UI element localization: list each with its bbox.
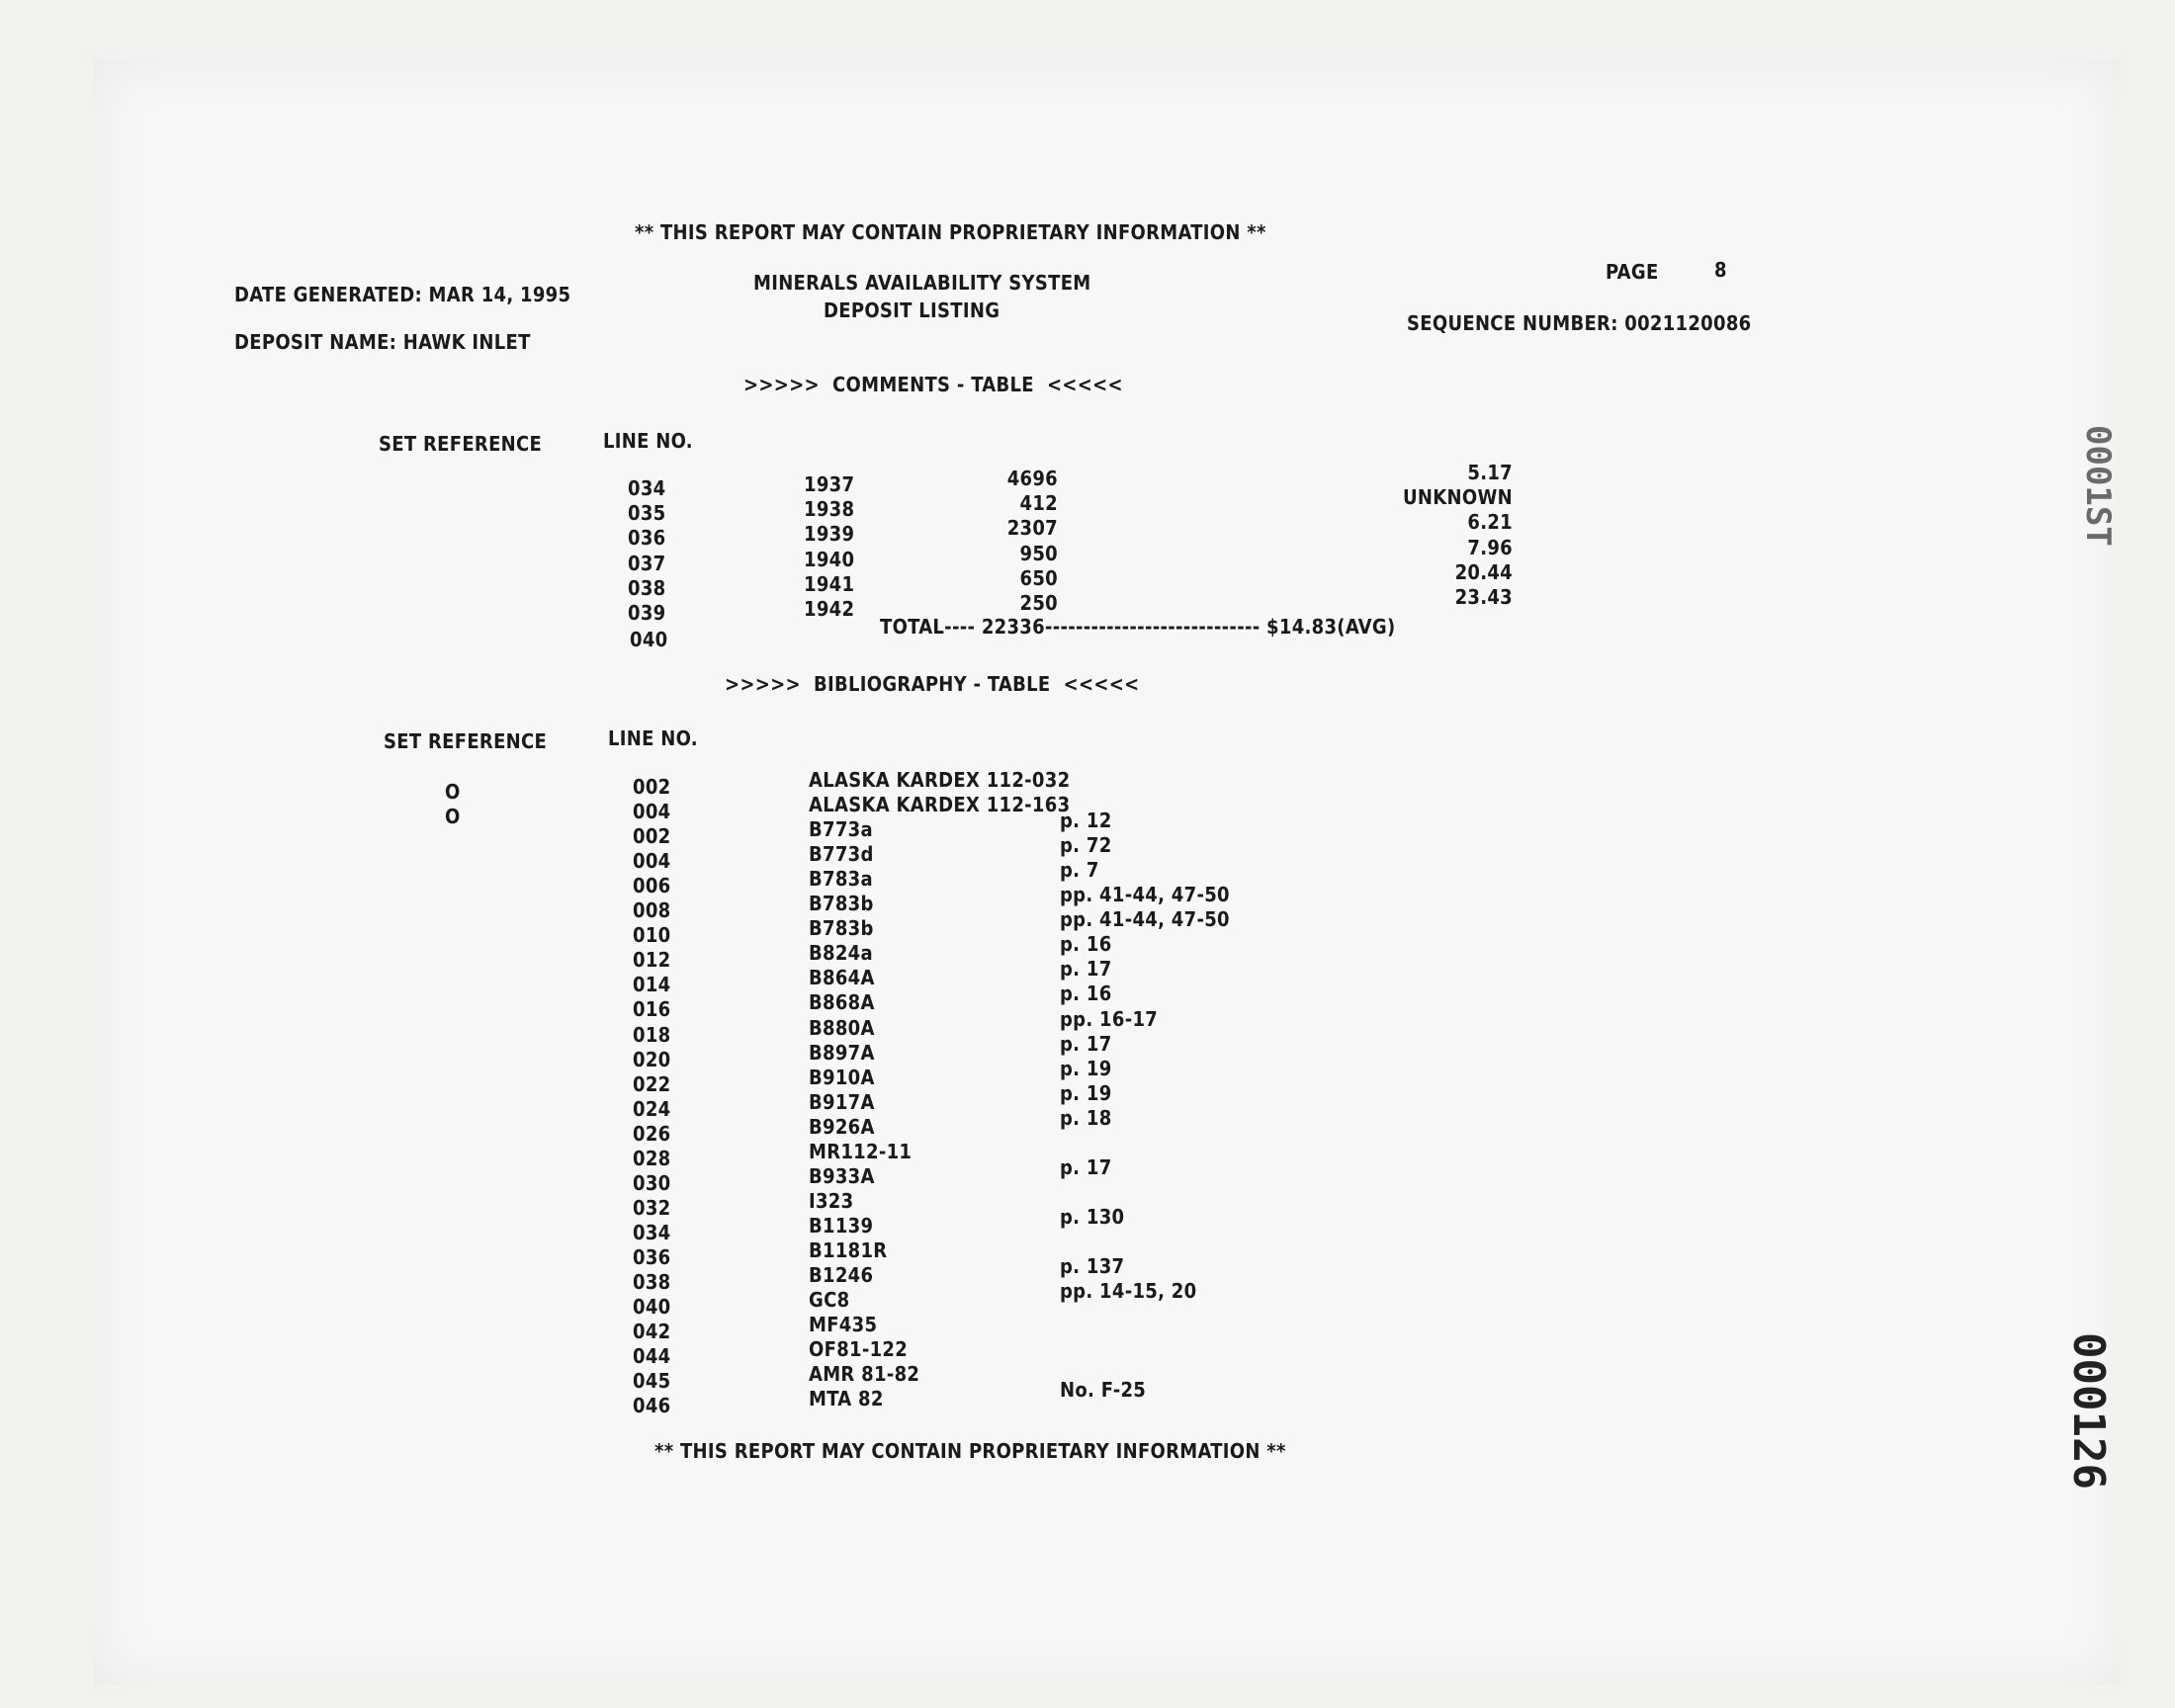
bibliography-reference: B864A [809,966,875,990]
bibliography-reference: ALASKA KARDEX 112-032 [809,768,1071,792]
bibliography-line-no: 032 [633,1195,671,1220]
comments-line-no: 038 [628,575,666,600]
proprietary-notice-top: ** THIS REPORT MAY CONTAIN PROPRIETARY INFORMATION ** [635,220,1266,244]
comments-year: 1942 [804,597,855,621]
bibliography-set-reference: O [445,780,461,804]
comments-price: 20.44 [1454,559,1513,584]
comments-quantity: 650 [1019,565,1058,590]
margin-stamp-lower: 000126 [2063,1332,2114,1490]
bibliography-reference: MR112-11 [809,1139,913,1163]
comments-line-no: 035 [628,501,666,526]
comments-line-no: 036 [628,526,666,551]
bibliography-reference: MTA 82 [809,1387,884,1411]
bibliography-reference: B868A [809,990,875,1015]
bibliography-reference: B783b [809,916,874,941]
bibliography-pages: p. 16 [1060,982,1112,1006]
bibliography-reference: GC8 [809,1288,850,1313]
comments-col-line-no: LINE NO. [603,429,693,453]
bibliography-reference: B880A [809,1015,875,1040]
bibliography-reference: B773d [809,842,874,867]
bibliography-reference: B783a [809,867,873,892]
bibliography-line-no: 002 [633,775,671,799]
bibliography-reference: B1181R [809,1238,888,1262]
report-subtitle: DEPOSIT LISTING [824,299,1000,322]
bibliography-reference: B783b [809,892,874,916]
bibliography-line-no: 012 [633,948,671,973]
bibliography-pages: p. 19 [1060,1056,1112,1080]
comments-quantity: 2307 [1006,516,1058,541]
bibliography-table-title: >>>>> BIBLIOGRAPHY - TABLE <<<<< [725,672,1140,696]
bibliography-col-line-no: LINE NO. [608,726,698,750]
bibliography-line-no: 002 [633,824,671,849]
page-label: PAGE [1606,260,1659,284]
comments-line-no: 039 [628,601,666,625]
bibliography-pages: p. 137 [1060,1254,1125,1278]
bibliography-line-no: 006 [633,874,671,898]
bibliography-line-no: 042 [633,1320,671,1344]
bibliography-line-no: 022 [633,1071,671,1096]
comments-col-set-reference: SET REFERENCE [379,432,543,456]
comments-price: 5.17 [1467,461,1513,484]
comments-line-no: 034 [628,476,666,500]
comments-year: 1937 [804,472,855,496]
comments-year: 1940 [804,547,855,571]
bibliography-line-no: 034 [633,1220,671,1244]
bibliography-line-no: 008 [633,898,671,923]
bibliography-line-no: 010 [633,923,671,948]
bibliography-line-no: 020 [633,1047,671,1071]
bibliography-line-no: 045 [633,1369,671,1394]
bibliography-pages: p. 12 [1060,809,1112,833]
comments-quantity: 4696 [1006,467,1058,490]
bibliography-reference: B926A [809,1114,875,1139]
bibliography-pages: p. 18 [1060,1105,1112,1130]
bibliography-reference: MF435 [809,1313,878,1337]
bibliography-reference: ALASKA KARDEX 112-163 [809,793,1071,817]
bibliography-col-set-reference: SET REFERENCE [384,729,548,753]
bibliography-pages: p. 17 [1060,1031,1112,1056]
page-number: 8 [1714,258,1727,282]
bibliography-line-no: 038 [633,1270,671,1294]
sequence-number: SEQUENCE NUMBER: 0021120086 [1407,311,1752,335]
bibliography-line-no: 018 [633,1022,671,1047]
date-generated: DATE GENERATED: MAR 14, 1995 [234,283,571,306]
bibliography-pages: p. 17 [1060,957,1112,982]
bibliography-pages: p. 16 [1060,932,1112,957]
comments-quantity: 250 [1019,591,1058,615]
bibliography-reference: B933A [809,1163,875,1188]
bibliography-line-no: 004 [633,849,671,874]
bibliography-reference: B1246 [809,1263,874,1287]
bibliography-pages: p. 72 [1060,833,1112,858]
comments-year: 1938 [804,497,855,522]
system-title: MINERALS AVAILABILITY SYSTEM [753,271,1091,295]
bibliography-reference: B773a [809,817,873,842]
bibliography-line-no: 016 [633,997,671,1022]
bibliography-line-no: 024 [633,1096,671,1121]
comments-year: 1939 [804,522,855,547]
bibliography-reference: B917A [809,1089,875,1114]
bibliography-pages: p. 17 [1060,1154,1112,1179]
bibliography-line-no: 004 [633,800,671,824]
bibliography-reference: B897A [809,1040,875,1065]
comments-total: TOTAL---- 22336---------------------------- $14.83(AVG) [880,615,1396,639]
bibliography-line-no: 030 [633,1170,671,1195]
comments-price: UNKNOWN [1403,485,1513,510]
bibliography-line-no: 044 [633,1344,671,1369]
bibliography-reference: AMR 81-82 [809,1362,920,1387]
bibliography-pages: pp. 14-15, 20 [1060,1279,1197,1304]
bibliography-reference: B824a [809,941,873,966]
comments-line-no: 037 [628,551,666,575]
bibliography-line-no: 028 [633,1146,671,1170]
bibliography-set-reference: O [445,805,461,829]
comments-price: 7.96 [1467,535,1513,559]
deposit-name: DEPOSIT NAME: HAWK INLET [234,330,531,354]
bibliography-line-no: 026 [633,1121,671,1146]
comments-table-title: >>>>> COMMENTS - TABLE <<<<< [743,373,1123,396]
comments-quantity: 412 [1019,491,1058,516]
comments-year: 1941 [804,571,855,596]
comments-price: 6.21 [1467,510,1513,535]
bibliography-pages: p. 130 [1060,1204,1125,1229]
bibliography-pages: pp. 41-44, 47-50 [1060,883,1230,907]
comments-quantity: 950 [1019,541,1058,565]
bibliography-reference: OF81-122 [809,1337,909,1362]
bibliography-reference: B910A [809,1065,875,1089]
bibliography-pages: p. 19 [1060,1080,1112,1105]
bibliography-reference: B1139 [809,1213,874,1238]
comments-total-line: 040 [630,628,668,651]
bibliography-pages: p. 7 [1060,858,1099,883]
bibliography-pages: pp. 16-17 [1060,1006,1159,1031]
bibliography-line-no: 036 [633,1244,671,1269]
margin-stamp-upper: 0001ST [2078,425,2118,547]
bibliography-reference: I323 [809,1188,854,1213]
bibliography-line-no: 046 [633,1394,671,1418]
proprietary-notice-bottom: ** THIS REPORT MAY CONTAIN PROPRIETARY INFORMATION ** [654,1439,1286,1463]
comments-price: 23.43 [1454,585,1513,609]
bibliography-line-no: 014 [633,973,671,997]
bibliography-pages: pp. 41-44, 47-50 [1060,907,1230,932]
bibliography-pages: No. F-25 [1060,1378,1147,1403]
bibliography-line-no: 040 [633,1295,671,1320]
